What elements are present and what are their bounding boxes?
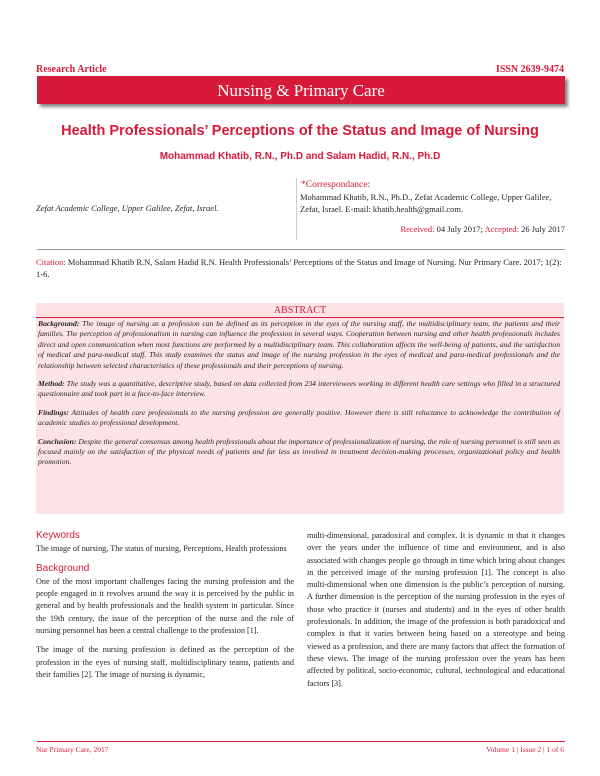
abstract-heading: ABSTRACT bbox=[273, 305, 327, 316]
received-date: 04 July 2017; bbox=[436, 224, 483, 234]
journal-banner bbox=[37, 76, 565, 104]
citation bbox=[36, 256, 566, 280]
method-text: The study was a quantitative, descriptive study, based on data collected from 234 interviewees working in different health care settings who filled in a structured questionnaire and took part in a face-to-face interview. bbox=[38, 379, 560, 399]
divider bbox=[37, 249, 565, 250]
dates-line bbox=[400, 224, 565, 234]
footer-rule bbox=[37, 741, 565, 742]
citation-text: Mohammad Khatib R.N, Salam Hadid R.N. Health Professionals’ Perceptions of the Status and Image of Nursing. Nur Primary Care. 2017; 1(2): 1-6. bbox=[36, 257, 562, 279]
findings-label: Findings: bbox=[38, 407, 69, 417]
issn-label: ISSN 2639-9474 bbox=[495, 64, 564, 75]
abstract-rule bbox=[36, 317, 564, 318]
body-paragraph: multi-dimensional, paradoxical and complex. It is dynamic in that it changes over the years under the influence of time and environment, and is also associated with changes people go through in time which bring about changes in the perceived image of the nursing profession [1]. The concept is also multi-dimensional when one dimension is the public’s perception of nursing. A further dimension is the perception of the nursing profession in the eyes of those who practice it (nurses and students) and in the eyes of other health professionals. In addition, the image of the profession is both paradoxical and complex is that it varies between being based on a stereotype and being viewed as a profession, and there are many factors that affect the formation of these views. The image of the nursing profession over the years has been affected by political, socio-economic, cultural, technological and educational factors [3]. bbox=[307, 531, 565, 688]
footer-pagination: Volume 1 | Issue 2 | 1 of 6 bbox=[486, 745, 564, 754]
keywords-text: The image of nursing, The status of nursing, Perceptions, Health professions bbox=[36, 544, 287, 554]
conclusion-label: Conclusion: bbox=[38, 436, 77, 446]
keywords-heading: Keywords bbox=[36, 530, 80, 541]
background-label: Background: bbox=[38, 319, 80, 328]
left-column bbox=[36, 530, 294, 688]
correspondence-text: Mohammad Khatib, R.N., Ph.D., Zefat Academic College, Upper Galilee, Zefat, Israel. E-mail: khatib.health@gmail.com. bbox=[300, 192, 552, 214]
article-type-label: Research Article bbox=[36, 64, 107, 75]
method-label: Method: bbox=[38, 379, 65, 389]
body-paragraph: The image of the nursing profession is defined as the perception of the profession in the eyes of nursing staff, multidisciplinary teams, patients and their families [2]. The image of nursing is dynamic, bbox=[36, 645, 294, 679]
abstract-background bbox=[38, 319, 560, 371]
abstract-body bbox=[38, 319, 560, 476]
findings-text: Attitudes of health care professionals to the nursing profession are generally positive. However there is still reluctance to acknowledge the contribution of academic studies to professional development. bbox=[38, 407, 560, 428]
background-heading: Background bbox=[36, 562, 90, 574]
correspondence-label bbox=[301, 180, 370, 190]
author-list: Mohammad Khatib, R.N., Ph.D and Salam Hadid, R.N., Ph.D bbox=[159, 151, 441, 162]
abstract-conclusion bbox=[38, 437, 560, 468]
abstract-findings bbox=[38, 408, 560, 429]
footer-journal: Nur Primary Care, 2017 bbox=[36, 745, 109, 754]
correspondence-heading: Correspondance: bbox=[305, 180, 371, 190]
abstract-method bbox=[38, 379, 560, 400]
correspondence-marker: * bbox=[301, 180, 306, 190]
body-paragraph: One of the most important challenges facing the nursing profession and the people engaged in it revolves around the way it is perceived by the public in general and by health professionals and the health system in particular. Since the 19th century, the issue of the perception of the nurse and the role of nursing personnel has been a central challenge to the profession [1]. bbox=[36, 576, 294, 636]
abstract-box bbox=[36, 303, 564, 514]
affiliation: Zefat Academic College, Upper Galilee, Zefat, Israel. bbox=[36, 203, 219, 213]
right-column bbox=[307, 530, 565, 697]
background-text: The image of nursing as a profession can be defined as its perception in the eyes of the nursing staff, the multidisciplinary team, the patients and their families. The perception of professionalism in nursing can influence the profession in several ways. Cooperation between nursing and other health professionals includes direct and open communication when most functions are performed by a multidisciplinary team. This collaboration affects the well-being of patients, and the satisfaction of medical and para-medical staff. This study examines the status and image of the nursing profession in the eyes of medical and para-medical professionals and the relationship between selected characteristics of these professionals and their perceptions of nursing. bbox=[38, 319, 560, 370]
accepted-label: Accepted: bbox=[484, 224, 519, 234]
accepted-date: 26 July 2017 bbox=[521, 224, 565, 234]
received-label: Received: bbox=[400, 224, 435, 234]
paper-title: Health Professionals’ Perceptions of the Status and Image of Nursing bbox=[61, 123, 539, 139]
correspondence-box bbox=[296, 178, 565, 240]
citation-label: Citation: bbox=[36, 257, 66, 267]
journal-name: Nursing & Primary Care bbox=[217, 81, 385, 100]
conclusion-text: Despite the general consensus among health professionals about the importance of professionalization of nursing, the role of nursing personnel is still seen as focused mainly on the satisfaction of the physical needs of patients and far less as involved in treatment decision-making processes, organizational policy and health promotion. bbox=[38, 436, 561, 467]
